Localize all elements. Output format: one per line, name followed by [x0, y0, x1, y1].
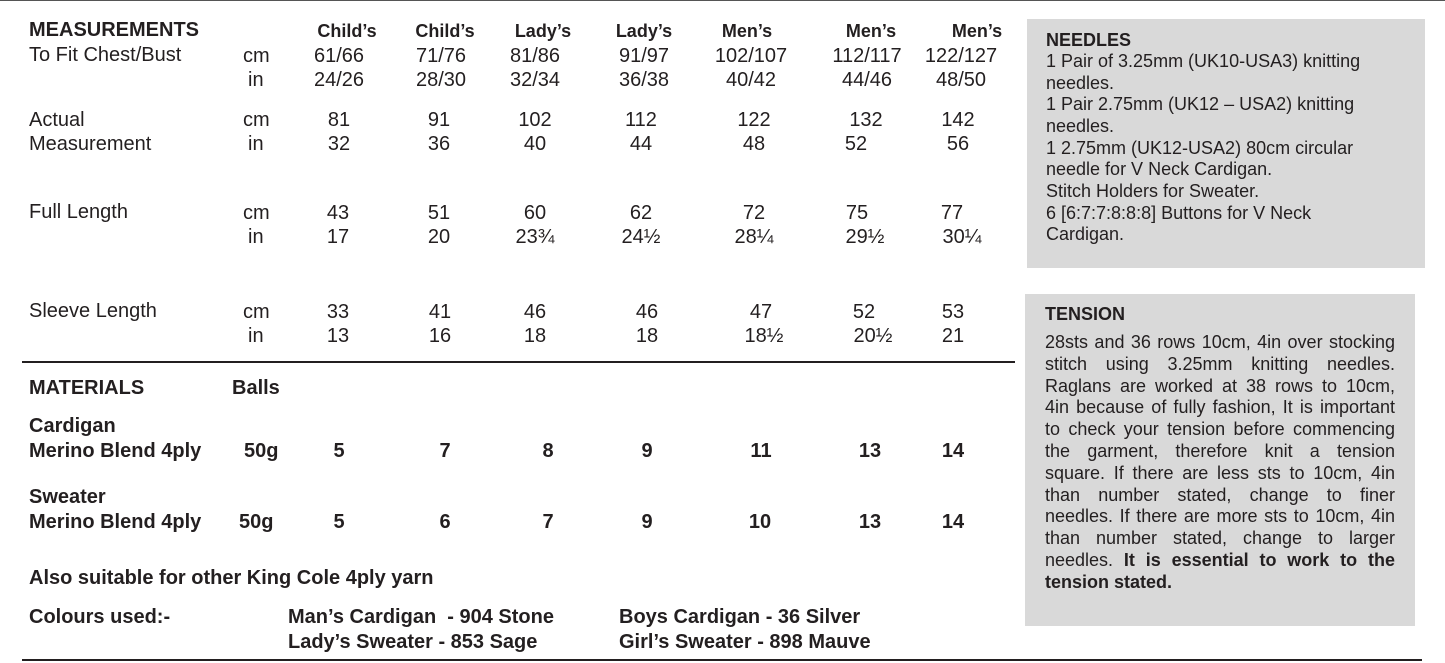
value-in: 30¼	[942, 226, 982, 248]
value-cm: 122/127	[924, 45, 998, 67]
size-header: Men’s	[721, 21, 773, 41]
unit-in: in	[248, 325, 264, 347]
value-cm: 112	[625, 109, 657, 131]
size-header: Child’s	[415, 21, 475, 41]
ball-count: 10	[748, 511, 772, 533]
value-cm: 47	[749, 301, 773, 323]
material-yarn: Merino Blend 4ply	[29, 511, 202, 533]
needles-heading: NEEDLES	[1046, 30, 1132, 50]
needles-line: 1 2.75mm (UK12-USA2) 80cm circular	[1046, 138, 1354, 158]
ball-count: 14	[941, 511, 965, 533]
value-cm: 43	[326, 202, 350, 224]
ball-count: 9	[641, 511, 653, 533]
tension-heading: TENSION	[1045, 304, 1126, 324]
tension-emphasis: It is essential to work to the tension stated.	[1045, 549, 1395, 592]
value-in: 36	[427, 133, 451, 155]
value-cm: 46	[523, 301, 547, 323]
value-in: 20½	[853, 325, 893, 347]
section-divider	[22, 361, 1015, 363]
needles-line: Stitch Holders for Sweater.	[1046, 181, 1260, 201]
value-cm: 60	[523, 202, 547, 224]
material-yarn: Merino Blend 4ply	[29, 440, 202, 462]
value-in: 56	[946, 133, 970, 155]
size-header: Men’s	[951, 21, 1003, 41]
value-cm: 81/86	[509, 45, 561, 67]
ball-count: 13	[858, 440, 882, 462]
unit-cm: cm	[243, 45, 270, 67]
value-in: 44	[629, 133, 653, 155]
value-in: 23¾	[515, 226, 555, 248]
value-cm: 122	[737, 109, 771, 131]
value-in: 13	[326, 325, 350, 347]
needles-line: 1 Pair of 3.25mm (UK10-USA3) knitting	[1046, 51, 1361, 71]
size-header: Child’s	[317, 21, 377, 41]
value-in: 16	[428, 325, 452, 347]
value-cm: 46	[635, 301, 659, 323]
row-label: Sleeve Length	[29, 300, 157, 322]
value-in: 17	[326, 226, 350, 248]
ball-count: 11	[750, 440, 772, 462]
value-cm: 52	[852, 301, 876, 323]
ball-count: 5	[333, 511, 345, 533]
colours-label: Colours used:-	[29, 606, 171, 628]
value-cm: 142	[941, 109, 975, 131]
value-cm: 72	[742, 202, 766, 224]
row-label: To Fit Chest/Bust	[29, 44, 182, 66]
value-in: 21	[941, 325, 965, 347]
ball-count: 8	[542, 440, 554, 462]
value-in: 48/50	[935, 69, 987, 91]
ball-count: 13	[858, 511, 882, 533]
value-in: 18½	[744, 325, 784, 347]
value-cm: 91/97	[618, 45, 670, 67]
needles-line: needles.	[1046, 73, 1115, 93]
unit-cm: cm	[243, 109, 270, 131]
measurements-heading: MEASUREMENTS	[29, 19, 200, 41]
colour-entry: Boys Cardigan - 36 Silver	[619, 606, 861, 628]
value-cm: 132	[849, 109, 883, 131]
value-in: 29½	[845, 226, 885, 248]
value-cm: 61/66	[313, 45, 365, 67]
balls-label: Balls	[232, 377, 280, 399]
value-cm: 102/107	[714, 45, 788, 67]
row-label: Actual	[29, 109, 85, 131]
material-name: Sweater	[29, 486, 106, 508]
needles-line: 6 [6:7:7:8:8:8] Buttons for V Neck	[1046, 203, 1312, 223]
materials-heading: MATERIALS	[29, 377, 145, 399]
value-in: 44/46	[841, 69, 893, 91]
value-in: 32/34	[509, 69, 561, 91]
size-header: Lady’s	[514, 21, 572, 41]
value-in: 40	[523, 133, 547, 155]
also-suitable: Also suitable for other King Cole 4ply yarn	[29, 567, 434, 589]
tension-body: 28sts and 36 rows 10cm, 4in over stocking stitch using 3.25mm knitting needles. Raglans are worked at 38 rows to 10cm, 4in because of fully fashion, It is important to check your tension before commencing the garment, therefore knit a tension square. If there are less sts to 10cm, 4in than number stated, change to finer needles. If there are more sts to 10cm, 4in than number stated, change to larger needles.	[1045, 332, 1395, 570]
value-in: 28¼	[734, 226, 774, 248]
ball-count: 7	[542, 511, 554, 533]
unit-in: in	[248, 69, 264, 91]
needles-line: needles.	[1046, 116, 1115, 136]
unit-in: in	[248, 133, 264, 155]
value-cm: 91	[427, 109, 451, 131]
value-in: 28/30	[415, 69, 467, 91]
top-rule	[0, 0, 1445, 1]
value-in: 18	[635, 325, 659, 347]
needles-line: 1 Pair 2.75mm (UK12 – USA2) knitting	[1046, 94, 1355, 114]
value-cm: 77	[940, 202, 964, 224]
value-cm: 102	[518, 109, 552, 131]
value-cm: 41	[428, 301, 452, 323]
colour-entry: Lady’s Sweater - 853 Sage	[288, 631, 538, 653]
value-in: 24/26	[313, 69, 365, 91]
unit-cm: cm	[243, 301, 270, 323]
value-in: 36/38	[618, 69, 670, 91]
material-name: Cardigan	[29, 415, 116, 437]
ball-count: 9	[641, 440, 653, 462]
colour-entry: Man’s Cardigan - 904 Stone	[288, 606, 554, 628]
value-cm: 112/117	[832, 45, 902, 67]
value-in: 20	[427, 226, 451, 248]
needles-panel	[1027, 19, 1425, 268]
row-label: Full Length	[29, 201, 128, 223]
colour-entry: Girl’s Sweater - 898 Mauve	[619, 631, 871, 653]
value-in: 52	[844, 133, 868, 155]
value-cm: 81	[327, 109, 351, 131]
value-cm: 75	[845, 202, 869, 224]
value-in: 48	[742, 133, 766, 155]
ball-count: 6	[439, 511, 451, 533]
needles-line: needle for V Neck Cardigan.	[1046, 159, 1273, 179]
size-header: Lady’s	[615, 21, 673, 41]
value-in: 18	[523, 325, 547, 347]
value-in: 32	[327, 133, 351, 155]
value-in: 24½	[621, 226, 661, 248]
bottom-rule	[22, 659, 1422, 661]
unit-cm: cm	[243, 202, 270, 224]
ball-count: 7	[439, 440, 451, 462]
material-weight: 50g	[239, 511, 274, 533]
ball-count: 5	[333, 440, 345, 462]
value-cm: 51	[427, 202, 451, 224]
material-weight: 50g	[244, 440, 279, 462]
size-header: Men’s	[845, 21, 897, 41]
value-cm: 71/76	[415, 45, 467, 67]
value-in: 40/42	[725, 69, 777, 91]
unit-in: in	[248, 226, 264, 248]
needles-line: Cardigan.	[1046, 224, 1125, 244]
value-cm: 33	[326, 301, 350, 323]
ball-count: 14	[941, 440, 965, 462]
tension-panel	[1025, 294, 1415, 626]
value-cm: 53	[941, 301, 965, 323]
row-label: Measurement	[29, 133, 152, 155]
tension-text	[1045, 332, 1395, 594]
value-cm: 62	[629, 202, 653, 224]
